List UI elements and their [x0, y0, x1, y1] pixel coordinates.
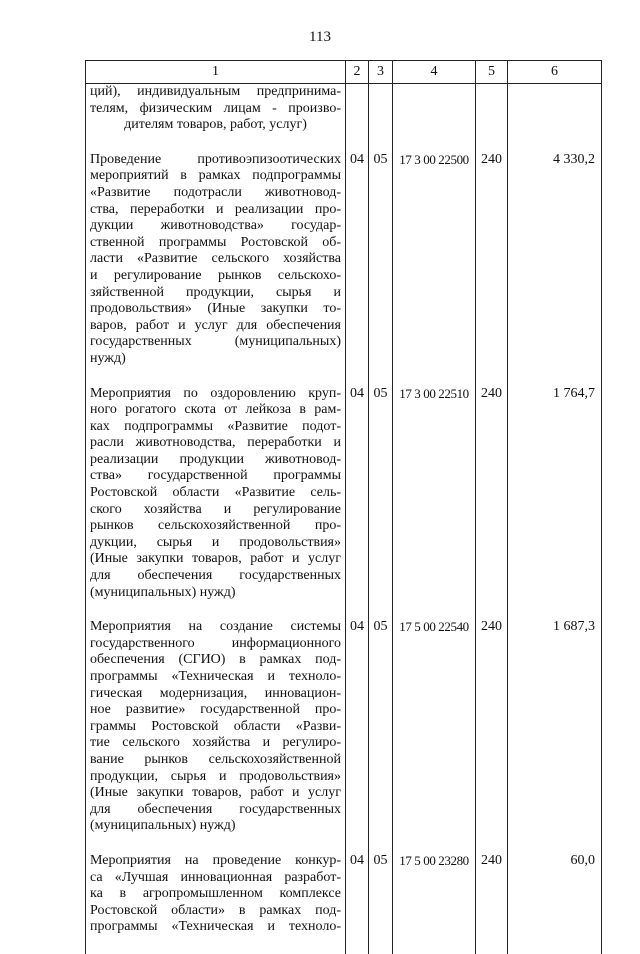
row-subsection-code: 05	[369, 152, 393, 386]
row-amount: 1 687,3	[508, 619, 602, 853]
description-line: ственной программы Ростовской об-	[90, 234, 341, 250]
table-row	[86, 386, 602, 620]
row-amount: 60,0	[508, 853, 602, 954]
row-amount	[508, 84, 602, 152]
description-line: варов, работ и услуг для обеспечения	[90, 317, 341, 333]
row-amount: 4 330,2	[508, 152, 602, 386]
description-line: ций), индивидуальным предпринима-	[90, 84, 341, 99]
description-line: ласти «Развитие сельского хозяйства	[90, 251, 341, 267]
budget-table	[85, 60, 602, 954]
description-line: и регулирование рынков сельскохо-	[90, 267, 341, 283]
row-description	[86, 386, 346, 620]
row-section-code: 04	[346, 152, 369, 386]
description-line: мероприятий в рамках подпрограммы	[90, 168, 341, 184]
description-line: обеспечения (СГИО) в рамках под-	[90, 652, 341, 668]
description-line: (Иные закупки товаров, работ и услуг	[90, 551, 341, 567]
description-line: Ростовской области» в рамках под-	[90, 902, 341, 918]
row-target-item-code: 17 3 00 22500	[393, 152, 476, 386]
description-line: зяйственной продукции, сырья и	[90, 284, 341, 300]
description-line: ства» государственной программы	[90, 468, 341, 484]
column-header-4: 4	[393, 61, 476, 84]
description-line: Ростовской области «Развитие сель-	[90, 485, 341, 501]
description-line: Мероприятия по оздоровлению круп-	[90, 385, 341, 401]
column-header-5: 5	[476, 61, 508, 84]
description-line: Мероприятия на проведение конкур-	[90, 852, 341, 868]
description-line: ского хозяйства и регулирование	[90, 501, 341, 517]
description-line: реализации продукции животновод-	[90, 451, 341, 467]
description-line: расли животноводства, переработки и	[90, 435, 341, 451]
description-line: телям, физическим лицам - произво-	[90, 100, 341, 116]
page-number: 113	[309, 29, 331, 45]
column-header-3: 3	[369, 61, 393, 84]
description-line: ства, переработки и реализации про-	[90, 201, 341, 217]
description-line: дителям товаров, работ, услуг)	[124, 117, 307, 133]
column-header-2: 2	[346, 61, 369, 84]
row-expense-type-code	[476, 84, 508, 152]
description-line: ное развитие» государственной про-	[90, 702, 341, 718]
table-header	[86, 61, 602, 84]
description-line: вание рынков сельскохозяйственной	[90, 751, 341, 767]
row-target-item-code	[393, 84, 476, 152]
row-subsection-code: 05	[369, 619, 393, 853]
row-section-code: 04	[346, 386, 369, 620]
table-body	[86, 84, 602, 954]
description-line: (Иные закупки товаров, работ и услуг	[90, 785, 341, 801]
row-expense-type-code: 240	[476, 386, 508, 620]
description-line: программы «Техническая и техноло-	[90, 669, 341, 684]
description-line: продукции, сырья и продовольствия»	[90, 768, 341, 784]
row-subsection-code: 05	[369, 853, 393, 954]
description-line: дукции животноводства» государ-	[90, 218, 341, 234]
description-line: ках подпрограммы «Развитие подот-	[90, 418, 341, 434]
description-line: дукции, сырья и продовольствия»	[90, 534, 341, 550]
table-row	[86, 853, 602, 954]
row-section-code: 04	[346, 619, 369, 853]
row-description	[86, 152, 346, 386]
description-line: для обеспечения государственных	[90, 801, 341, 817]
description-line: Мероприятия на создание системы	[90, 619, 341, 635]
description-line: государственных (муниципальных)	[90, 334, 341, 350]
row-target-item-code: 17 5 00 23280	[393, 853, 476, 954]
description-line: Проведение противоэпизоотических	[90, 151, 341, 167]
row-description	[86, 853, 346, 954]
table-row	[86, 619, 602, 853]
header-row	[86, 61, 602, 84]
description-line: са «Лучшая инновационная разработ-	[90, 869, 341, 885]
description-line: ка в агропромышленном комплексе	[90, 886, 341, 902]
row-section-code	[346, 84, 369, 152]
description-line: «Развитие подотрасли животновод-	[90, 184, 341, 200]
description-line: нужд)	[90, 350, 126, 366]
row-expense-type-code: 240	[476, 853, 508, 954]
description-line: для обеспечения государственных	[90, 568, 341, 584]
description-line: (муниципальных) нужд)	[90, 818, 236, 834]
column-header-1: 1	[86, 61, 346, 84]
description-line: (муниципальных) нужд)	[90, 584, 236, 600]
row-expense-type-code: 240	[476, 619, 508, 853]
row-target-item-code: 17 3 00 22510	[393, 386, 476, 620]
description-line: тие сельского хозяйства и регулиро-	[90, 735, 341, 751]
row-description	[86, 84, 346, 152]
table-row	[86, 84, 602, 152]
row-target-item-code: 17 5 00 22540	[393, 619, 476, 853]
column-header-6: 6	[508, 61, 602, 84]
table-row	[86, 152, 602, 386]
description-line: гическая модернизация, инновацион-	[90, 685, 341, 701]
description-line: продовольствия» (Иные закупки то-	[90, 301, 341, 317]
row-amount: 1 764,7	[508, 386, 602, 620]
description-line: программы «Техническая и техноло-	[90, 919, 341, 935]
row-expense-type-code: 240	[476, 152, 508, 386]
description-line: государственного информационного	[90, 635, 341, 651]
row-description	[86, 619, 346, 853]
row-subsection-code	[369, 84, 393, 152]
description-line: граммы Ростовской области «Разви-	[90, 718, 341, 734]
row-subsection-code: 05	[369, 386, 393, 620]
row-section-code: 04	[346, 853, 369, 954]
description-line: рынков сельскохозяйственной про-	[90, 518, 341, 534]
description-line: ного рогатого скота от лейкоза в рам-	[90, 402, 341, 418]
